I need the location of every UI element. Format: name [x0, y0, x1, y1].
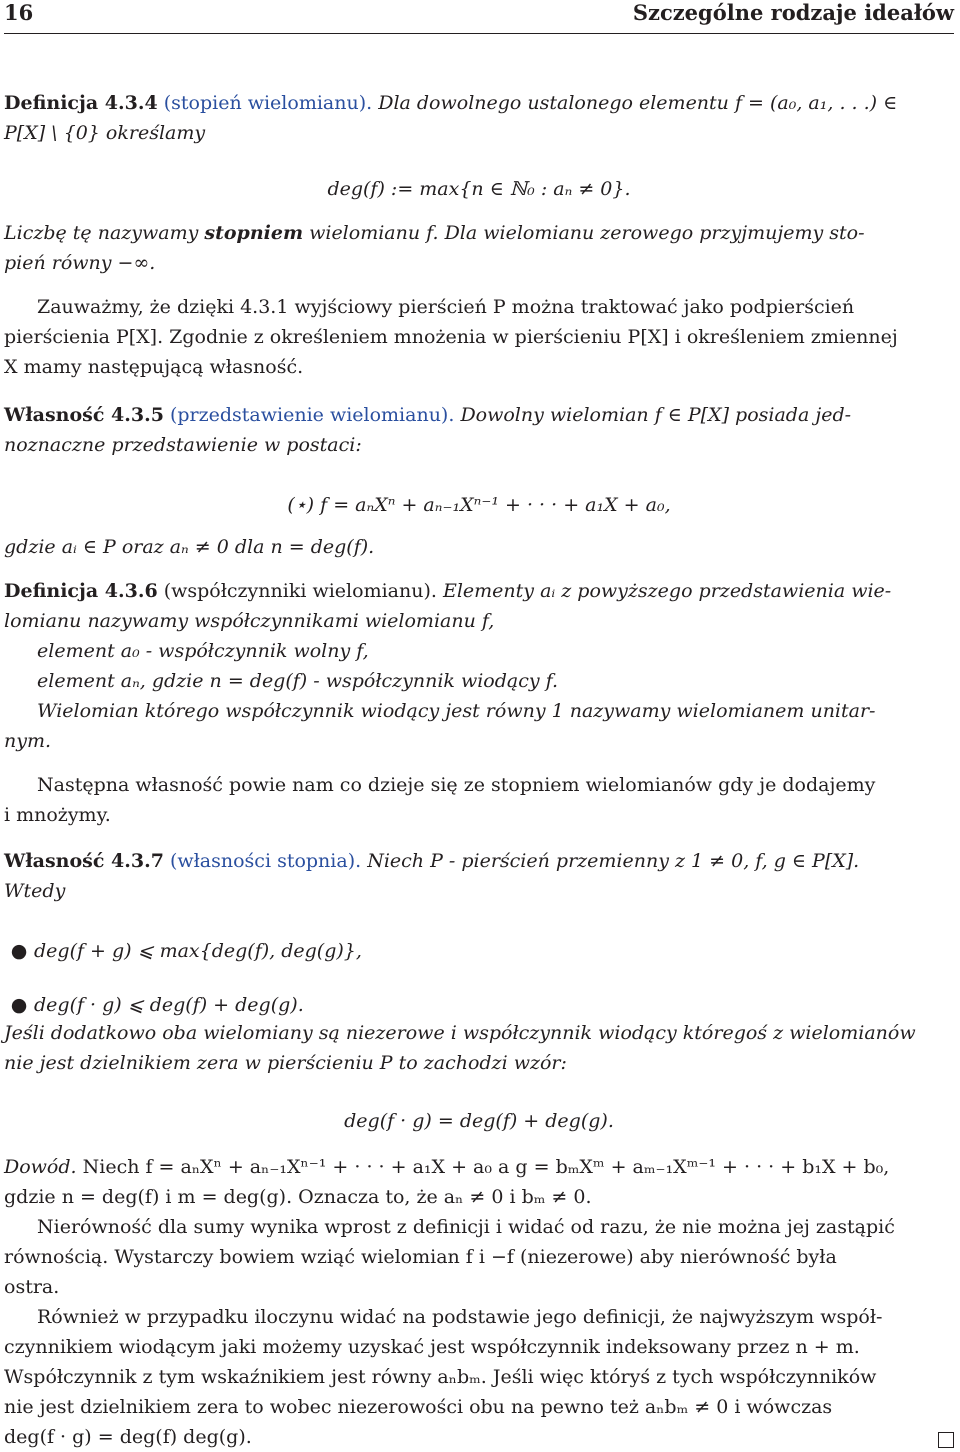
paragraph-remark: [4, 292, 954, 382]
property-text: Jeśli dodatkowo oba wielomiany są niezerowe i współczynnik wiodący któregoś z wielomianów: [4, 1022, 916, 1044]
bullet-icon: ●: [10, 994, 28, 1016]
definition-4-3-4: [4, 88, 954, 148]
definition-text: lomianu nazywamy współczynnikami wielomianu f,: [4, 610, 495, 632]
list-item: deg(f · g) ⩽ deg(f) + deg(g).: [34, 994, 304, 1016]
paragraph-line: pierścienia P[X]. Zgodnie z określeniem mnożenia w pierścieniu P[X] i określeniem zmiennej: [4, 326, 898, 348]
page-number: 16: [4, 0, 34, 25]
property-label: Własność 4.3.5: [4, 404, 164, 426]
property-text: noznaczne przedstawienie w postaci:: [4, 434, 362, 456]
degree-product-formula: deg(f · g) = deg(f) + deg(g).: [344, 1110, 614, 1132]
definition-4-3-6: [4, 576, 954, 756]
definition-label: Definicja 4.3.6: [4, 580, 158, 602]
definition-continuation: [4, 218, 954, 278]
definition-text: Wielomian którego współczynnik wiodący jest równy 1 nazywamy wielomianem unitar-: [37, 700, 876, 722]
proof-label: Dowód.: [4, 1156, 77, 1178]
paragraph-intro: [4, 770, 954, 830]
property-title: (własności stopnia).: [169, 850, 362, 872]
property-addendum: [4, 1018, 954, 1078]
proof-line: Współczynnik z tym wskaźnikiem jest równy aₙbₘ. Jeśli więc któryś z tych współczynników: [4, 1366, 877, 1388]
definition-text: element a₀ - współczynnik wolny f,: [37, 640, 369, 662]
running-title: Szczególne rodzaje ideałów: [632, 0, 954, 25]
definition-text: Dla dowolnego ustalonego elementu f = (a₀, a₁, . . .) ∈: [378, 92, 898, 114]
proof: [4, 1152, 954, 1452]
paragraph-line: i mnożymy.: [4, 804, 111, 826]
definition-text: Liczbę tę nazywamy: [4, 222, 205, 244]
proof-line: Również w przypadku iloczynu widać na podstawie jego definicji, że najwyższym współ-: [37, 1306, 883, 1328]
definition-text: nym.: [4, 730, 52, 752]
degree-formula: deg(f) := max{n ∈ ℕ₀ : aₙ ≠ 0}.: [327, 178, 631, 200]
definition-text: pień równy −∞.: [4, 252, 156, 274]
paragraph-line: Zauważmy, że dzięki 4.3.1 wyjściowy pierścień P można traktować jako podpierścień: [37, 296, 855, 318]
definition-text: element aₙ, gdzie n = deg(f) - współczynnik wiodący f.: [37, 670, 559, 692]
proof-line: czynnikiem wiodącym jaki możemy uzyskać jest współczynnik indeksowany przez n + m.: [4, 1336, 860, 1358]
proof-line: Niech f = aₙXⁿ + aₙ₋₁Xⁿ⁻¹ + · · · + a₁X + a₀ a g = bₘXᵐ + aₘ₋₁Xᵐ⁻¹ + · · · + b₁X + b₀,: [76, 1156, 890, 1178]
proof-line: Nierówność dla sumy wynika wprost z definicji i widać od razu, że nie można jej zastąpić: [37, 1216, 895, 1238]
list-item: deg(f + g) ⩽ max{deg(f), deg(g)},: [34, 940, 362, 962]
proof-line: ostra.: [4, 1276, 60, 1298]
property-title: (przedstawienie wielomianu).: [169, 404, 455, 426]
definition-title: (współczynniki wielomianu).: [163, 580, 437, 602]
definition-text: wielomianu f. Dla wielomianu zerowego przyjmujemy sto-: [303, 222, 865, 244]
proof-line: gdzie n = deg(f) i m = deg(g). Oznacza to, że aₙ ≠ 0 i bₘ ≠ 0.: [4, 1186, 592, 1208]
property-label: Własność 4.3.7: [4, 850, 164, 872]
paragraph-line: Następna własność powie nam co dzieje się ze stopniem wielomianów gdy je dodajemy: [37, 774, 876, 796]
polynomial-representation-formula: (⋆) f = aₙXⁿ + aₙ₋₁Xⁿ⁻¹ + · · · + a₁X + a₀,: [287, 494, 671, 516]
property-4-3-5: [4, 400, 954, 460]
proof-line: równością. Wystarczy bowiem wziąć wielomian f i −f (niezerowe) aby nierówność była: [4, 1246, 837, 1268]
page-header: [4, 0, 954, 30]
definition-label: Definicja 4.3.4: [4, 92, 158, 114]
definition-text: P[X] \ {0} określamy: [4, 122, 206, 144]
property-text: Dowolny wielomian f ∈ P[X] posiada jed-: [460, 404, 852, 426]
paragraph-line: X mamy następującą własność.: [4, 356, 304, 378]
qed-square-icon: [938, 1432, 954, 1448]
property-text: Wtedy: [4, 880, 66, 902]
property-text: nie jest dzielnikiem zera w pierścieniu P to zachodzi wzór:: [4, 1052, 567, 1074]
property-bullet-list: [4, 924, 954, 1032]
proof-line: deg(f · g) = deg(f) deg(g).: [4, 1426, 252, 1448]
definition-term: stopniem: [204, 222, 304, 244]
property-where-clause: gdzie aᵢ ∈ P oraz aₙ ≠ 0 dla n = deg(f).: [4, 536, 375, 558]
definition-title: (stopień wielomianu).: [163, 92, 373, 114]
property-4-3-7: [4, 846, 954, 906]
property-text: Niech P - pierścień przemienny z 1 ≠ 0, f, g ∈ P[X].: [367, 850, 860, 872]
definition-text: Elementy aᵢ z powyższego przedstawienia wie-: [442, 580, 892, 602]
bullet-icon: ●: [10, 940, 28, 962]
proof-line: nie jest dzielnikiem zera to wobec niezerowości obu na pewno też aₙbₘ ≠ 0 i wówczas: [4, 1396, 833, 1418]
header-rule: [4, 33, 954, 34]
